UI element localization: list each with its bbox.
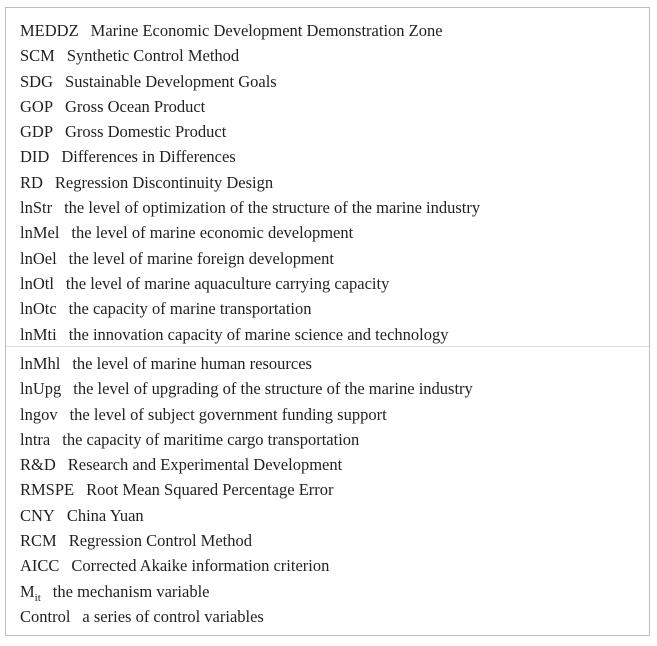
definition: Synthetic Control Method — [66, 46, 240, 66]
list-item — [6, 94, 649, 119]
abbreviation: lnUpg — [20, 379, 62, 399]
definition: a series of control variables — [82, 606, 264, 626]
abbreviation: lnMel — [20, 223, 60, 243]
abbreviation: lnMti — [20, 324, 57, 344]
list-item — [6, 503, 649, 528]
list-item — [6, 170, 649, 195]
list-item — [6, 144, 649, 169]
list-item — [6, 579, 649, 604]
list-item — [6, 402, 649, 427]
list-item — [6, 452, 649, 477]
list-item — [6, 351, 649, 376]
list-item — [6, 376, 649, 401]
abbreviation: RMSPE — [20, 480, 75, 500]
abbreviation: RD — [20, 172, 43, 192]
abbreviation-subscript: it — [34, 591, 41, 604]
abbreviation: GDP — [20, 122, 54, 142]
definition: Corrected Akaike information criterion — [71, 556, 330, 576]
definition: the capacity of maritime cargo transportation — [62, 429, 360, 449]
abbreviation: DID — [20, 147, 50, 167]
list-item — [6, 220, 649, 245]
list-item — [6, 477, 649, 502]
definition: the level of upgrading of the structure of the marine industry — [73, 379, 473, 399]
abbreviation — [20, 581, 41, 604]
list-item — [6, 43, 649, 68]
definition: the level of marine aquaculture carrying capacity — [65, 273, 390, 293]
definition: Root Mean Squared Percentage Error — [86, 480, 334, 500]
abbreviations-list-top — [6, 18, 649, 347]
abbreviation: RCM — [20, 531, 57, 551]
abbreviation: lngov — [20, 404, 58, 424]
list-item — [6, 195, 649, 220]
definition: the level of subject government funding support — [69, 404, 387, 424]
list-item — [6, 69, 649, 94]
section-divider — [6, 346, 649, 347]
abbreviation: lntra — [20, 429, 51, 449]
definition: the capacity of marine transportation — [68, 299, 312, 319]
list-item — [6, 322, 649, 347]
list-item — [6, 18, 649, 43]
definition: Regression Control Method — [68, 531, 253, 551]
list-item — [6, 528, 649, 553]
abbreviation: SCM — [20, 46, 55, 66]
definition: Gross Domestic Product — [65, 122, 227, 142]
definition: Regression Discontinuity Design — [54, 172, 274, 192]
definition: the innovation capacity of marine science and technology — [68, 324, 449, 344]
definition: Marine Economic Development Demonstration Zone — [90, 21, 443, 40]
abbreviation: lnOtc — [20, 299, 57, 319]
abbreviation: lnMhl — [20, 354, 61, 373]
definition: Gross Ocean Product — [65, 96, 206, 116]
definition: the level of optimization of the structure of the marine industry — [64, 198, 481, 218]
list-item — [6, 119, 649, 144]
abbreviation: lnOel — [20, 248, 57, 268]
list-item — [6, 427, 649, 452]
definition: Research and Experimental Development — [67, 455, 343, 475]
abbreviations-table — [5, 7, 650, 636]
abbreviation: lnOtl — [20, 273, 54, 293]
abbreviation: Control — [20, 606, 71, 626]
abbreviation: AICC — [20, 556, 60, 576]
abbreviation: R&D — [20, 455, 56, 475]
abbreviation-base: M — [20, 581, 35, 601]
abbreviations-list-bottom — [6, 351, 649, 629]
abbreviation: CNY — [20, 505, 55, 525]
definition: China Yuan — [66, 505, 144, 525]
list-item — [6, 553, 649, 578]
list-item — [6, 296, 649, 321]
definition: Sustainable Development Goals — [65, 71, 277, 91]
abbreviation: lnStr — [20, 198, 53, 218]
definition: the level of marine foreign development — [68, 248, 334, 268]
definition: the mechanism variable — [52, 581, 210, 601]
abbreviation: GOP — [20, 96, 54, 116]
list-item — [6, 271, 649, 296]
definition: the level of marine human resources — [72, 354, 312, 373]
definition: the level of marine economic development — [71, 223, 354, 243]
abbreviation: SDG — [20, 71, 54, 91]
list-item — [6, 604, 649, 629]
list-item — [6, 246, 649, 271]
abbreviation: MEDDZ — [20, 21, 79, 40]
definition: Differences in Differences — [61, 147, 236, 167]
